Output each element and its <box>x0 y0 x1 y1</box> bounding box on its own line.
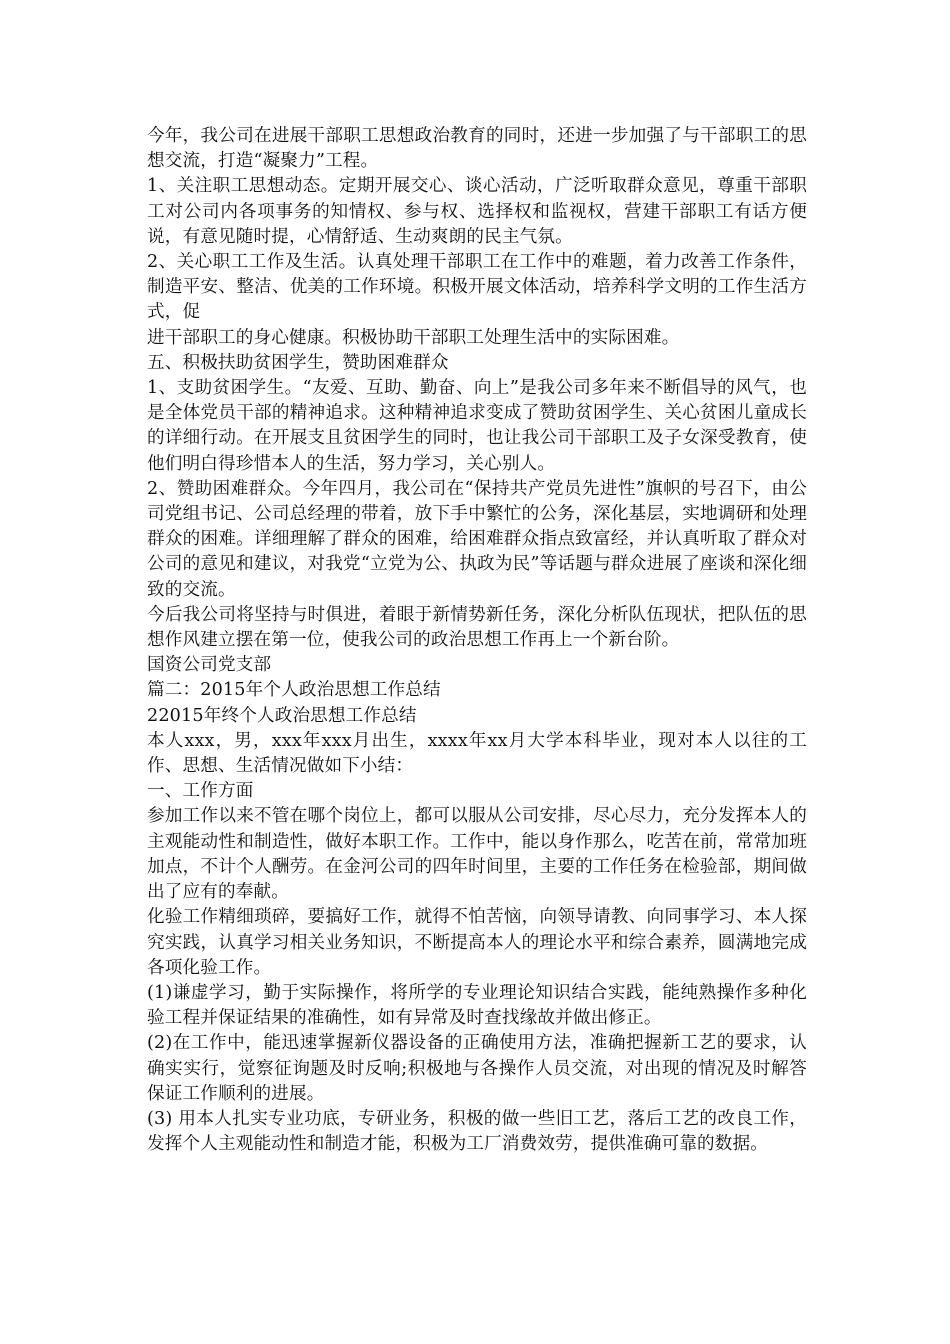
paragraph-support-students: 1、支助贫困学生。“友爱、互助、勤奋、向上”是我公司多年来不断倡导的风气，也是全体党员干部的精神追求。这种精神追求变成了赞助贫困学生、关心贫困儿童成长的详细行动。在开展支且贫困学生的同时，也让我公司干部职工及子女深受教育，使他们明白得珍惜本人的生活，努力学习，关心别人。 <box>147 378 807 474</box>
paragraph-item-2-care: 2、关心职工工作及生活。认真处理干部职工在工作中的难题，着力改善工作条件，制造平安、整洁、优美的工作环境。积极开展文体活动，培养科学文明的工作生活方式，促 <box>147 252 807 323</box>
paragraph-item-2-continued: 进干部职工的身心健康。积极协助干部职工处理生活中的实际困难。 <box>147 327 680 348</box>
paragraph-point-1: (1)谦虚学习，勤于实际操作，将所学的专业理论知识结合实践，能纯熟操作多种化验工程并保证结果的准确性，如有异常及时查找缘故并做出修正。 <box>147 982 807 1029</box>
paragraph-intro: 今年，我公司在进展干部职工思想政治教育的同时，还进一步加强了与干部职工的思想交流，打造“凝聚力”工程。 <box>147 126 807 172</box>
paragraph-point-3: (3) 用本人扎实专业功底，专研业务，积极的做一些旧工艺，落后工艺的改良工作，发挥个人主观能动性和制造才能，积极为工厂消费效劳，提供准确可靠的数据。 <box>147 1108 807 1155</box>
paragraph-work-attitude: 参加工作以来不管在哪个岗位上，都可以服从公司安排，尽心尽力，充分发挥本人的主观能动性和制造性，做好本职工作。工作中，能以身作那么，吃苦在前，常常加班加点，不计个人酬劳。在金河公司的四年时间里，主要的工作任务在检验部，期间做出了应有的奉献。 <box>147 806 807 903</box>
paragraph-point-2: (2)在工作中，能迅速掌握新仪器设备的正确使用方法，准确把握新工艺的要求，认确实实行，觉察征询题及时反响;积极地与各操作人员交流，对出现的情况及时解答保证工作顺利的进展。 <box>147 1033 807 1104</box>
paragraph-self-intro: 本人xxx，男，xxx年xxx月出生，xxxx年xx月大学本科毕业，现对本人以往的工作、思想、生活情况做如下小结： <box>147 730 807 777</box>
paragraph-lab-work: 化验工作精细琐碎，要搞好工作，就得不怕苦恼，向领导请教、向同事学习、本人探究实践，认真学习相关业务知识，不断提高本人的理论水平和综合素养，圆满地完成各项化验工作。 <box>147 907 807 978</box>
paragraph-support-masses: 2、赞助困难群众。今年四月，我公司在“保持共产党员先进性”旗帜的号召下，由公司党组书记、公司总经理的带着，放下手中繁忙的公务，深化基层，实地调研和处理群众的困难。详细理解了群众的困难，给困难群众指点致富经，并认真听取了群众对公司的意见和建议，对我党“立党为公、执政为民”等话题与群众进展了座谈和深化细致的交流。 <box>147 478 807 600</box>
paragraph-future: 今后我公司将坚持与时俱进，着眼于新情势新任务，深化分析队伍现状，把队伍的思想作风建立摆在第一位，使我公司的政治思想工作再上一个新台阶。 <box>147 604 807 651</box>
summary-title: 22015年终个人政治思想工作总结 <box>147 705 417 726</box>
chapter-two-title: 篇二：2015年个人政治思想工作总结 <box>147 680 441 701</box>
section-heading-five: 五、积极扶助贫困学生，赞助困难群众 <box>147 352 449 373</box>
signature-line: 国资公司党支部 <box>147 655 272 676</box>
paragraph-item-1-thoughts: 1、关注职工思想动态。定期开展交心、谈心活动，广泛听取群众意见，尊重干部职工对公司内各项事务的知情权、参与权、选择权和监视权，营建干部职工有话方便说，有意见随时提，心情舒适、生动爽朗的民主气氛。 <box>147 176 807 247</box>
document-body <box>147 124 807 1157</box>
section-heading-work: 一、工作方面 <box>147 781 254 802</box>
